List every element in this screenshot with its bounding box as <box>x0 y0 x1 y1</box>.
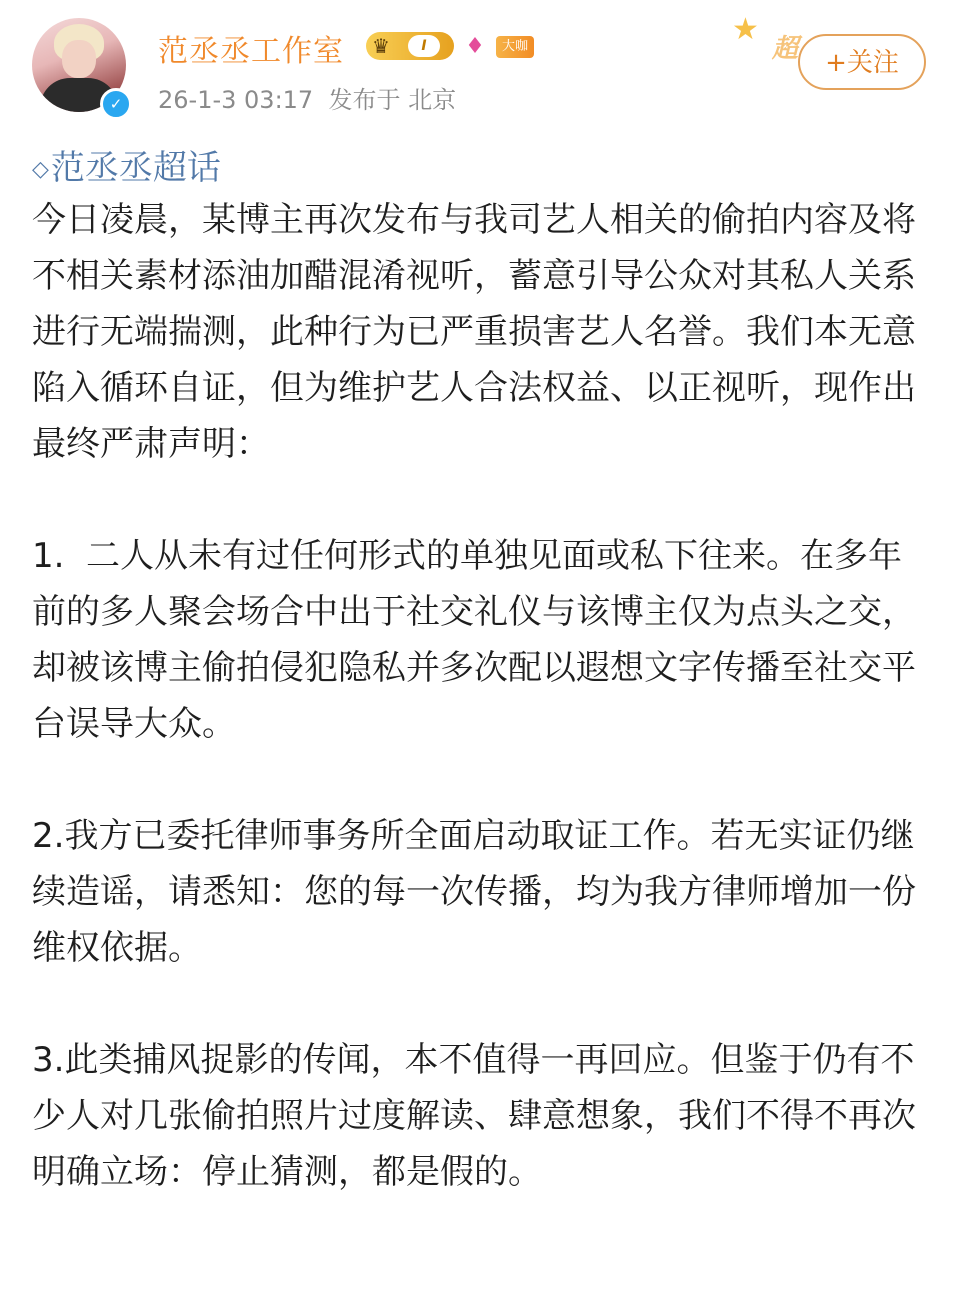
star-icon: ★ <box>732 12 759 47</box>
post-meta <box>158 80 456 115</box>
post-time: 26-1-3 03:17 <box>158 86 314 114</box>
author-name[interactable]: 范丞丞工作室 <box>158 34 344 69</box>
super-topic-link[interactable] <box>32 140 221 189</box>
paragraph-spacer <box>32 752 922 808</box>
crown-icon: ♛ <box>372 34 390 58</box>
diamond-badge-icon[interactable]: ♦ <box>465 34 485 59</box>
super-label: 超 <box>772 34 799 64</box>
diamond-outline-icon: ◇ <box>32 157 49 182</box>
fan-badge[interactable]: 大咖 <box>496 36 534 58</box>
avatar-face <box>62 40 96 78</box>
paragraph-point-3: 3.此类捕风捉影的传闻，本不值得一再回应。但鉴于仍有不少人对几张偷拍照片过度解读、肆意想象，我们不得不再次明确立场：停止猜测，都是假的。 <box>32 1040 916 1192</box>
post-body <box>32 192 922 1200</box>
follow-button[interactable]: +关注 <box>798 34 926 90</box>
paragraph-intro: 今日凌晨，某博主再次发布与我司艺人相关的偷拍内容及将不相关素材添油加醋混淆视听，蓄意引导公众对其私人关系进行无端揣测，此种行为已严重损害艺人名誉。我们本无意陷入循环自证，但为维护艺人合法权益、以正视听，现作出最终严肃声明： <box>32 200 916 464</box>
post-header <box>0 0 960 130</box>
vip-level: I <box>408 35 440 57</box>
paragraph-spacer <box>32 976 922 1032</box>
topic-label: 范丞丞超话 <box>50 148 221 188</box>
vip-badge[interactable] <box>366 32 454 60</box>
verified-icon: ✓ <box>100 88 132 120</box>
paragraph-spacer <box>32 472 922 528</box>
paragraph-point-2: 2.我方已委托律师事务所全面启动取证工作。若无实证仍继续造谣，请悉知：您的每一次传播，均为我方律师增加一份维权依据。 <box>32 816 916 968</box>
post-location: 发布于 北京 <box>328 86 457 114</box>
paragraph-point-1: 1. 二人从未有过任何形式的单独见面或私下往来。在多年前的多人聚会场合中出于社交礼仪与该博主仅为点头之交，却被该博主偷拍侵犯隐私并多次配以遐想文字传播至社交平台误导大众。 <box>32 536 916 744</box>
